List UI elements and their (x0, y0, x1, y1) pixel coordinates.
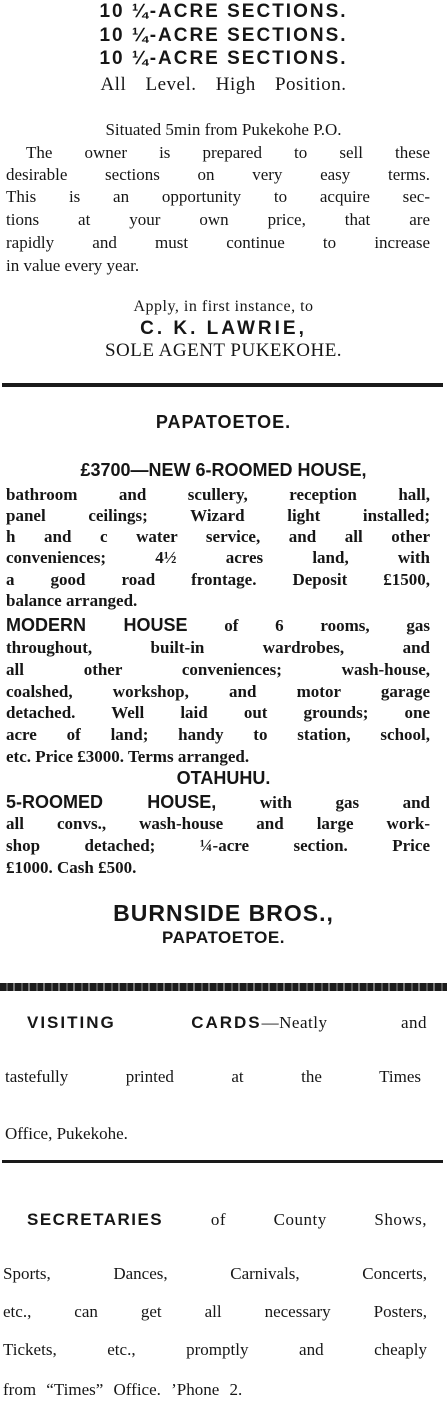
ad-subheading: OTAHUHU. (176, 768, 271, 788)
listing-lead-rest: of 6 rooms, gas (187, 616, 430, 635)
agent-name: C. K. LAWRIE, (140, 318, 307, 339)
ad-heading: PAPATOETOE. (155, 412, 292, 432)
body-line: This is an opportunity to acquire sec- (6, 187, 430, 206)
divider (2, 383, 443, 387)
listing-line: bathroom and scullery, reception hall, (6, 485, 430, 504)
body-line: The owner is prepared to sell these (26, 143, 430, 162)
body-line: Tickets, etc., promptly and cheaply (3, 1340, 427, 1359)
body-line: rapidly and must continue to increase (6, 233, 430, 252)
subhead: All Level. High Position. (100, 74, 347, 95)
listing-line: h and c water service, and all other (6, 527, 430, 546)
listing-line: throughout, built-in wardrobes, and (6, 638, 430, 657)
listing-lead-rest: with gas and (216, 793, 430, 812)
body-line: tions at your own price, that are (6, 210, 430, 229)
agent-location: PAPATOETOE. (162, 928, 285, 947)
ad-lead: VISITING CARDS (27, 1013, 262, 1032)
body-line: etc., can get all necessary Posters, (3, 1302, 427, 1321)
listing-lead: MODERN HOUSE (6, 615, 188, 635)
listing-lead-line (6, 792, 430, 813)
body-line: in value every year. (6, 256, 140, 275)
listing-lead: 5-ROOMED HOUSE, (6, 792, 217, 812)
body-line: Sports, Dances, Carnivals, Concerts, (3, 1264, 427, 1283)
listing-line: detached. Well laid out grounds; one (6, 703, 430, 722)
listing-line: a good road frontage. Deposit £1500, (6, 570, 430, 589)
agent-title: SOLE AGENT PUKEKOHE. (104, 340, 343, 361)
ad-lead-line (27, 1013, 427, 1033)
listing-line: panel ceilings; Wizard light installed; (6, 506, 430, 525)
body-line: Office, Pukekohe. (5, 1124, 128, 1143)
listing-line: £1000. Cash £500. (6, 858, 137, 877)
listing-lead-line (6, 615, 430, 636)
ad-lead: SECRETARIES (27, 1210, 164, 1229)
body-line: from “Times” Office. ’Phone 2. (3, 1380, 243, 1399)
body-line: Situated 5min from Pukekohe P.O. (105, 120, 342, 139)
headline: 10 ¼-ACRE SECTIONS. (99, 48, 348, 69)
agent-name: BURNSIDE BROS., (113, 900, 334, 926)
listing-line: shop detached; ¼-acre section. Price (6, 836, 430, 855)
listing-line: balance arranged. (6, 591, 138, 610)
listing-line: all convs., wash-house and large work- (6, 814, 430, 833)
headline: 10 ¼-ACRE SECTIONS. (99, 25, 348, 46)
divider (2, 1160, 443, 1163)
listing-line: acre of land; handy to station, school, (6, 725, 430, 744)
body-line: desirable sections on very easy terms. (6, 165, 430, 184)
ad-lead-rest: —Neatly and (261, 1013, 428, 1032)
apply-line: Apply, in first instance, to (133, 298, 314, 315)
listing-line: conveniences; 4½ acres land, with (6, 548, 430, 567)
body-line: tastefully printed at the Times (5, 1067, 421, 1086)
ad-lead-rest: of County Shows, (163, 1210, 427, 1229)
listing-line: coalshed, workshop, and motor garage (6, 682, 430, 701)
divider (0, 983, 447, 991)
ad-lead-line (27, 1210, 427, 1230)
headline: 10 ¼-ACRE SECTIONS. (99, 1, 348, 22)
listing-line: etc. Price £3000. Terms arranged. (6, 747, 250, 766)
listing-lead: £3700—NEW 6-ROOMED HOUSE, (80, 460, 367, 480)
listing-line: all other conveniences; wash-house, (6, 660, 430, 679)
